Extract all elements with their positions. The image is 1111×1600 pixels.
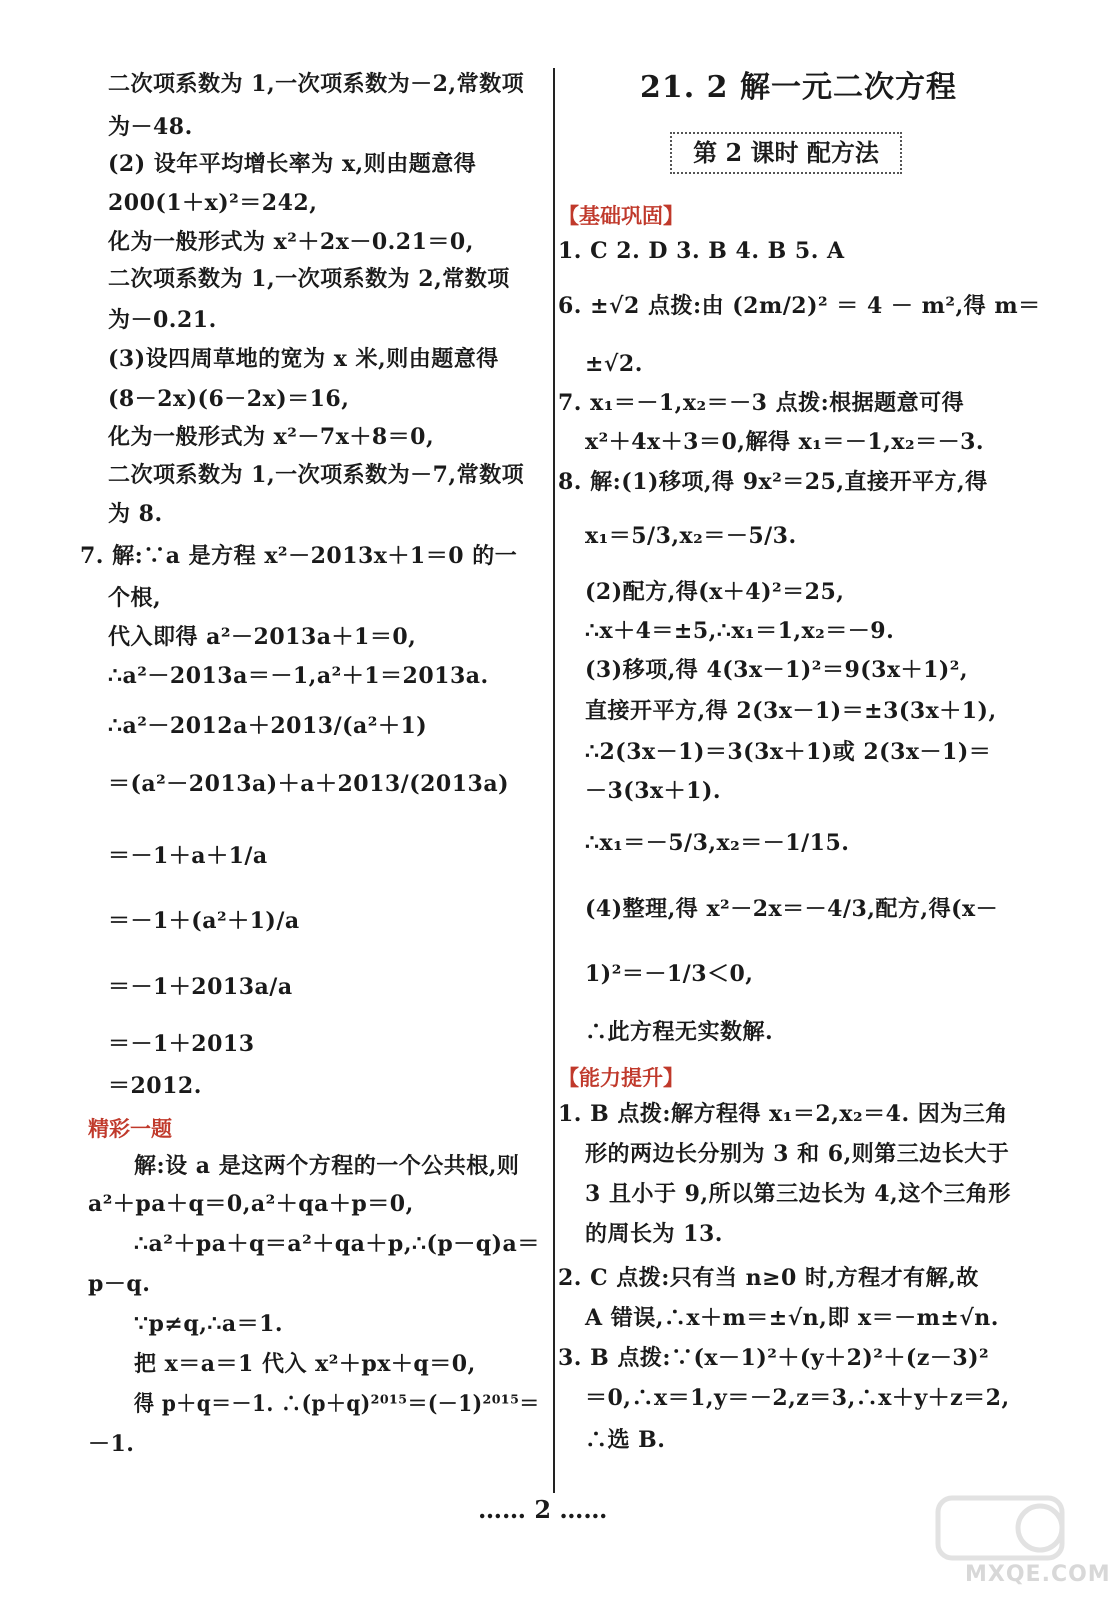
text-line: x²＋4x＋3＝0,解得 x₁＝－1,x₂＝－3. — [585, 429, 985, 455]
text-line: 解:设 a 是这两个方程的一个公共根,则 — [134, 1153, 520, 1179]
text-line: ∴此方程无实数解. — [585, 1019, 774, 1045]
text-line: ＝0,∴x＝1,y＝－2,z＝3,∴x＋y＋z＝2, — [585, 1385, 1010, 1411]
text-line: ＝2012. — [108, 1073, 202, 1099]
text-line: (2) 设年平均增长率为 x,则由题意得 — [108, 151, 477, 177]
text-line: ∴a²－2012a＋2013/(a²＋1) — [108, 713, 428, 739]
text-line: 的周长为 13. — [585, 1221, 723, 1247]
section-title-highlight: 精彩一题 — [88, 1116, 172, 1141]
text-line: 1. B 点拨:解方程得 x₁＝2,x₂＝4. 因为三角 — [558, 1101, 1008, 1127]
text-line: ∴选 B. — [585, 1427, 666, 1453]
text-line: ＝－1＋2013 — [108, 1031, 255, 1057]
text-line: a²＋pa＋q＝0,a²＋qa＋p＝0, — [88, 1191, 414, 1217]
text-line: 得 p＋q＝－1. ∴(p＋q)²⁰¹⁵＝(－1)²⁰¹⁵＝ — [134, 1391, 540, 1417]
text-line: 1. C 2. D 3. B 4. B 5. A — [558, 238, 845, 264]
text-line: 代入即得 a²－2013a＋1＝0, — [108, 624, 417, 650]
text-line: 个根, — [108, 585, 162, 611]
text-line: 3. B 点拨:∵(x－1)²＋(y＋2)²＋(z－3)² — [558, 1345, 990, 1371]
text-line: 8. 解:(1)移项,得 9x²＝25,直接开平方,得 — [558, 469, 988, 495]
text-line: 形的两边长分别为 3 和 6,则第三边长大于 — [585, 1141, 1010, 1167]
text-line: 1)²＝－1/3＜0, — [585, 961, 754, 987]
text-line: 7. 解:∵a 是方程 x²－2013x＋1＝0 的一 — [80, 543, 518, 569]
lesson-subtitle: 第 2 课时 配方法 — [670, 132, 902, 174]
text-line: (4)整理,得 x²－2x＝－4/3,配方,得(x－ — [585, 896, 999, 922]
text-line: A 错误,∴x＋m＝±√n,即 x＝－m±√n. — [585, 1305, 999, 1331]
text-line: ＝(a²－2013a)＋a＋2013/(2013a) — [108, 771, 510, 797]
text-line: 为－0.21. — [108, 307, 217, 333]
text-line: ±√2. — [585, 351, 643, 377]
text-line: 二次项系数为 1,一次项系数为－7,常数项 — [108, 462, 525, 488]
text-line: ＝－1＋a＋1/a — [108, 843, 268, 869]
text-line: p－q. — [88, 1271, 151, 1297]
text-line: (8－2x)(6－2x)＝16, — [108, 386, 350, 412]
page-number: …… 2 …… — [478, 1495, 608, 1524]
text-line: －1. — [88, 1431, 135, 1457]
text-line: ∴a²＋pa＋q＝a²＋qa＋p,∴(p－q)a＝ — [134, 1231, 540, 1257]
text-line: 化为一般形式为 x²－7x＋8＝0, — [108, 424, 435, 450]
text-line: ∴2(3x－1)＝3(3x＋1)或 2(3x－1)＝ — [585, 739, 992, 765]
text-line: 3 且小于 9,所以第三边长为 4,这个三角形 — [585, 1181, 1011, 1207]
text-line: 7. x₁＝－1,x₂＝－3 点拨:根据题意可得 — [558, 390, 965, 416]
text-line: ∵p≠q,∴a＝1. — [134, 1311, 284, 1337]
text-line: 2. C 点拨:只有当 n≥0 时,方程才有解,故 — [558, 1265, 979, 1291]
text-line: 二次项系数为 1,一次项系数为－2,常数项 — [108, 71, 525, 97]
text-line: 为－48. — [108, 114, 193, 140]
column-divider — [553, 68, 555, 1493]
text-line: 为 8. — [108, 501, 163, 527]
chapter-title: 21. 2 解一元二次方程 — [640, 70, 957, 105]
text-line: 二次项系数为 1,一次项系数为 2,常数项 — [108, 266, 510, 292]
text-line: x₁＝5/3,x₂＝－5/3. — [585, 523, 797, 549]
text-line: ∴a²－2013a＝－1,a²＋1＝2013a. — [108, 663, 489, 689]
text-line: ＝－1＋(a²＋1)/a — [108, 908, 300, 934]
text-line: 化为一般形式为 x²＋2x－0.21＝0, — [108, 229, 474, 255]
text-line: 6. ±√2 点拨:由 (2m/2)² ＝ 4 － m²,得 m＝ — [558, 293, 1041, 319]
section-title-basic: 【基础巩固】 — [558, 203, 684, 228]
text-line: 直接开平方,得 2(3x－1)＝±3(3x＋1), — [585, 698, 997, 724]
text-line: (3)设四周草地的宽为 x 米,则由题意得 — [108, 346, 499, 372]
text-line: ∴x＋4＝±5,∴x₁＝1,x₂＝－9. — [585, 618, 895, 644]
watermark-text: MXQE.COM — [965, 1562, 1111, 1587]
text-line: 200(1＋x)²＝242, — [108, 190, 318, 216]
text-line: 把 x＝a＝1 代入 x²＋px＋q＝0, — [134, 1351, 476, 1377]
text-line: (3)移项,得 4(3x－1)²＝9(3x＋1)², — [585, 657, 969, 683]
text-line: (2)配方,得(x＋4)²＝25, — [585, 579, 845, 605]
text-line: ＝－1＋2013a/a — [108, 974, 293, 1000]
section-title-advanced: 【能力提升】 — [558, 1065, 684, 1090]
text-line: ∴x₁＝－5/3,x₂＝－1/15. — [585, 830, 850, 856]
text-line: －3(3x＋1). — [585, 778, 722, 804]
